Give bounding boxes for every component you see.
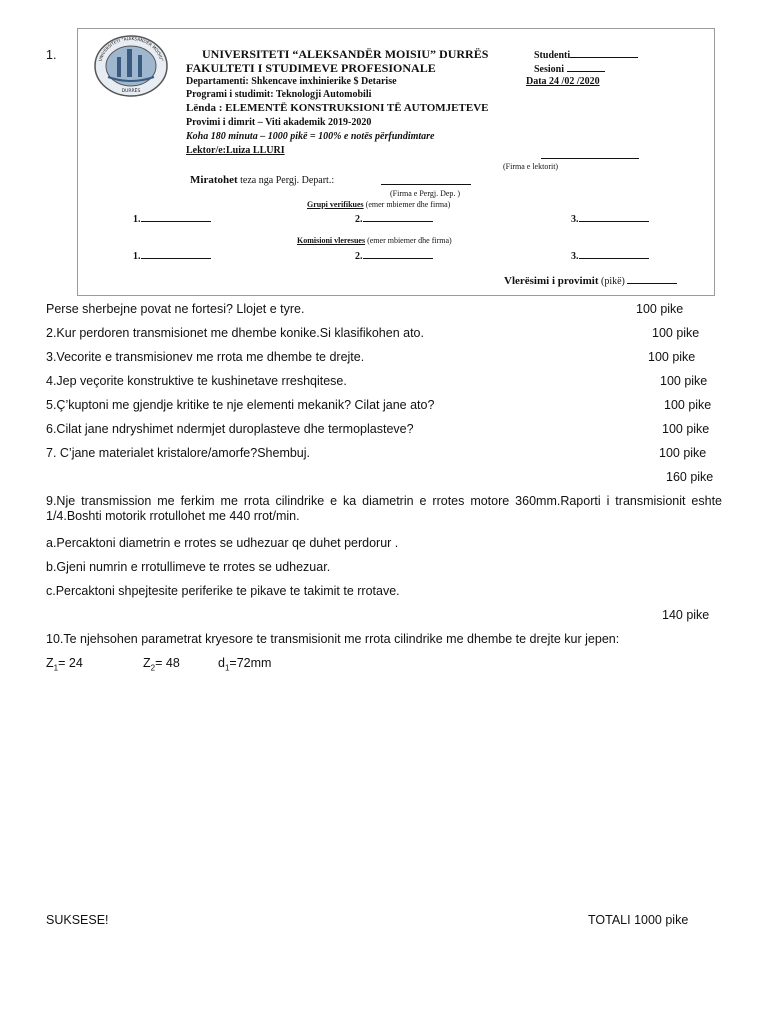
question-5-points: 100 pike	[664, 398, 712, 412]
department-line: Departamenti: Shkencave inxhinierike $ Detarise	[186, 76, 397, 87]
logo-tower-center	[127, 49, 132, 77]
question-10-text: 10.Te njehsohen parametrat kryesore te transmisionit me rrota cilindrike me dhembe te drejte kur jepen:	[46, 632, 620, 646]
question-7-points: 100 pike	[659, 446, 707, 460]
session-label: Sesioni	[534, 64, 565, 75]
student-label: Studenti	[534, 50, 571, 61]
university-logo	[93, 35, 169, 97]
question-3-points: 100 pike	[648, 350, 696, 364]
question-9-part-c: c.Percaktoni shpejtesite periferike te pikave te takimit te rrotave.	[46, 584, 400, 598]
session-field	[534, 61, 605, 75]
logo-ring-text: UNIVERSITETI "ALEKSANDËR MOISIU"	[97, 35, 165, 62]
verification-slot-2[interactable]: 2.	[355, 211, 433, 225]
param-d1: $d_1=72mm$	[218, 656, 272, 673]
verification-slot-1[interactable]: 1.	[133, 211, 211, 225]
verification-slot-3[interactable]: 3.	[571, 211, 649, 225]
exam-header-box	[77, 28, 715, 296]
question-1-text: Perse sherbejne povat ne fortesi? Llojet e tyre.	[46, 302, 305, 316]
param-z1: $Z_1= 24$	[46, 656, 83, 673]
param-z2: $Z_2= 48$	[143, 656, 180, 673]
logo-tower-left	[117, 57, 121, 77]
closing-message: SUKSESE!	[46, 913, 109, 927]
program-line: Programi i studimit: Teknologji Automobili	[186, 89, 372, 100]
verification-group-label: Grupi verifikues (emer mbiemer dhe firma)	[307, 200, 451, 209]
student-name-blank[interactable]	[570, 47, 638, 58]
question-6-text: 6.Cilat jane ndryshimet ndermjet duroplasteve dhe termoplasteve?	[46, 422, 414, 436]
commission-slot-3[interactable]: 3.	[571, 248, 649, 262]
question-9-text: 9.Nje transmission me ferkim me rrota cilindrike e ka diametrin e rrotes motore 360mm.Raporti i transmisionit eshte 1/4.Boshti motorik rrotullohet me 440 rrot/min.	[46, 494, 722, 523]
commission-slot-2[interactable]: 2.	[355, 248, 433, 262]
question-3-text: 3.Vecorite e transmisionev me rrota me dhembe te drejte.	[46, 350, 365, 364]
question-9-part-a: a.Percaktoni diametrin e rrotes se udhezuar qe duhet perdorur .	[46, 536, 399, 550]
question-2-text: 2.Kur perdoren transmisionet me dhembe konike.Si klasifikohen ato.	[46, 326, 424, 340]
commission-slot-1[interactable]: 1.	[133, 248, 211, 262]
question-5-text: 5.Ç’kuptoni me gjendje kritike te nje elementi mekanik? Cilat jane ato?	[46, 398, 435, 412]
grade-blank[interactable]	[627, 273, 677, 284]
question-2-points: 100 pike	[652, 326, 700, 340]
approval-line: Miratohet teza nga Pergj. Depart.:	[190, 174, 335, 186]
lecturer-signature-caption: (Firma e lektorit)	[503, 162, 559, 171]
exam-grade-field: Vlerësimi i provimit (pikë)	[504, 273, 677, 287]
faculty-name: FAKULTETI I STUDIMEVE PROFESIONALE	[186, 61, 436, 75]
logo-city-text: DURRËS	[121, 89, 141, 94]
department-head-caption: (Firma e Pergj. Dep. )	[390, 189, 461, 198]
university-name: UNIVERSITETI “ALEKSANDËR MOISIU” DURRËS	[202, 47, 489, 61]
department-head-signature-line[interactable]	[381, 184, 471, 185]
question-6-points: 100 pike	[662, 422, 710, 436]
session-blank[interactable]	[567, 61, 605, 72]
student-field	[534, 47, 638, 61]
lecturer-signature-line[interactable]	[541, 158, 639, 159]
total-points: TOTALI 1000 pike	[588, 913, 689, 927]
exam-number: 1.	[46, 48, 57, 62]
question-4-points: 100 pike	[660, 374, 708, 388]
exam-date: Data 24 /02 /2020	[526, 76, 600, 87]
question-4-text: 4.Jep veçorite konstruktive te kushinetave rreshqitese.	[46, 374, 347, 388]
question-1-points: 100 pike	[636, 302, 684, 316]
logo-tower-right	[138, 55, 142, 77]
evaluation-commission-label: Komisioni vleresues (emer mbiemer dhe firma)	[297, 236, 452, 245]
subject-line: Lënda : ELEMENTË KONSTRUKSIONI TË AUTOMJETEVE	[186, 102, 489, 114]
lecturer-line: Lektor/e:Luiza LLURI	[186, 145, 285, 156]
question-10-points: 140 pike	[662, 608, 710, 622]
question-9-points: 160 pike	[666, 470, 714, 484]
question-7-text: 7. C’jane materialet kristalore/amorfe?Shembuj.	[46, 446, 311, 460]
exam-time-line: Koha 180 minuta – 1000 pikë = 100% e notës përfundimtare	[186, 131, 435, 142]
exam-session-line: Provimi i dimrit – Viti akademik 2019-2020	[186, 117, 372, 128]
question-9-part-b: b.Gjeni numrin e rrotullimeve te rrotes se udhezuar.	[46, 560, 331, 574]
